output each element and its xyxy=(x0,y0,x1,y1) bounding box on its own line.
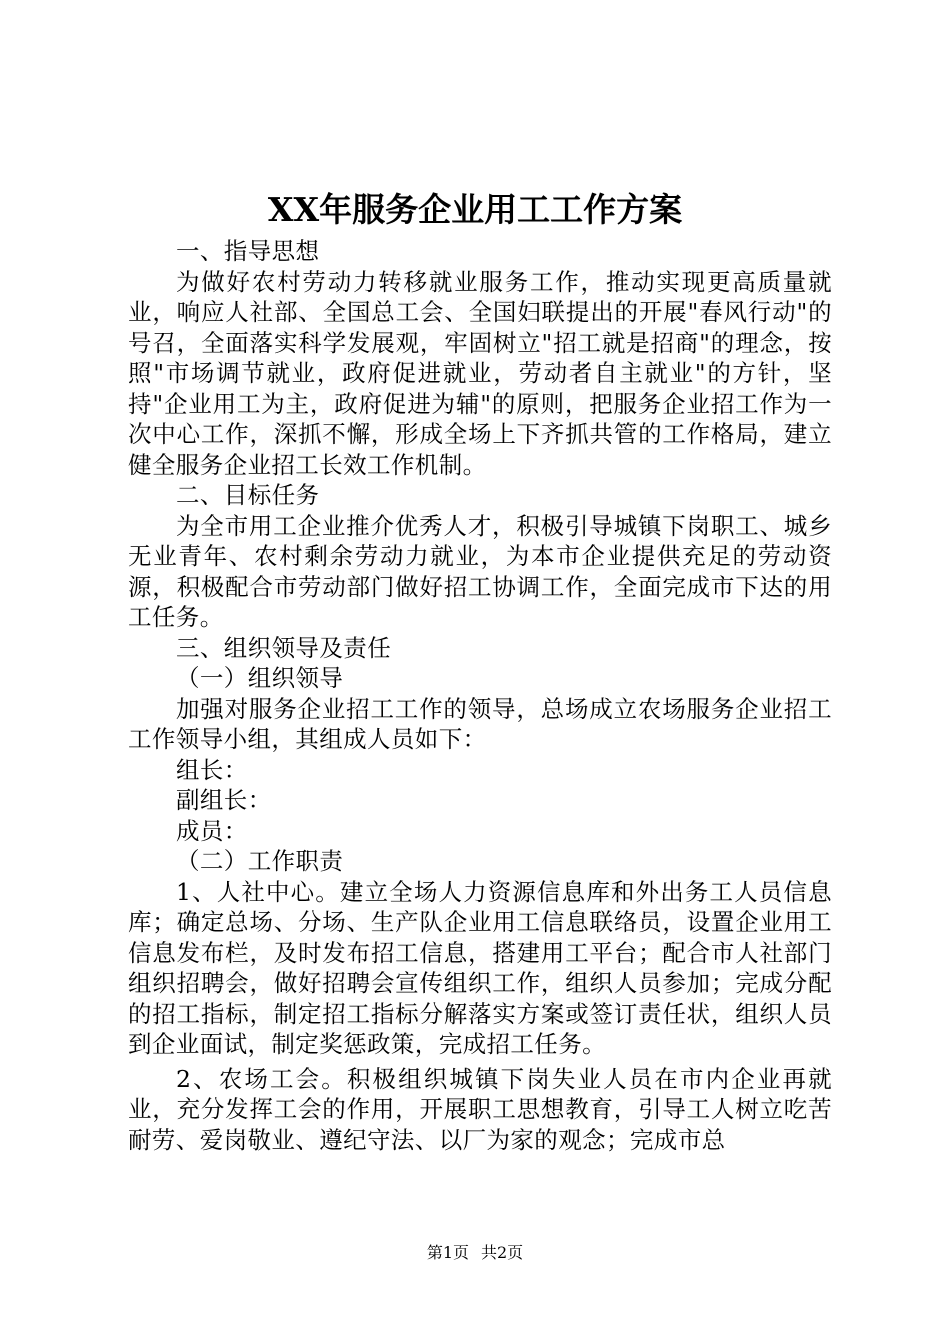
paragraph-goals: 为全市用工企业推介优秀人才，积极引导城镇下岗职工、城乡无业青年、农村剩余劳动力就业，为本市企业提供充足的劳动资源，积极配合市劳动部门做好招工协调工作，全面完成市下达的用工任务。 xyxy=(128,511,832,631)
field-deputy-leader: 副组长： xyxy=(176,786,272,814)
subsection-heading-leadership: （一）组织领导 xyxy=(176,664,344,692)
page-number-current: 第1页 xyxy=(426,1243,469,1262)
paragraph-leadership: 加强对服务企业招工工作的领导，总场成立农场服务企业招工工作领导小组，其组成人员如下： xyxy=(128,694,832,753)
page-footer xyxy=(0,1242,950,1264)
paragraph-guiding-ideology: 为做好农村劳动力转移就业服务工作，推动实现更高质量就业，响应人社部、全国总工会、全国妇联提出的开展"春风行动"的号召，全面落实科学发展观，牢固树立"招工就是招商"的理念，按照"市场调节就业，政府促进就业，劳动者自主就业"的方针，坚持"企业用工为主，政府促进为辅"的原则，把服务企业招工作为一次中心工作，深抓不懈，形成全场上下齐抓共管的工作格局，建立健全服务企业招工长效工作机制。 xyxy=(128,267,832,479)
page-number-total: 共2页 xyxy=(481,1243,524,1262)
section-heading-guiding-ideology: 一、指导思想 xyxy=(176,237,320,265)
document-body xyxy=(128,236,832,1155)
section-heading-goals: 二、目标任务 xyxy=(176,481,320,509)
section-heading-organization: 三、组织领导及责任 xyxy=(176,633,392,662)
field-group-leader: 组长： xyxy=(176,755,248,784)
field-members: 成员： xyxy=(176,816,248,845)
document-title: XX年服务企业用工工作方案 xyxy=(267,190,683,229)
paragraph-duty-hr-center: 1、人社中心。建立全场人力资源信息库和外出务工人员信息库；确定总场、分场、生产队企业用工信息联络员，设置企业用工信息发布栏，及时发布招工信息，搭建用工平台；配合市人社部门组织招聘会，做好招聘会宣传组织工作，组织人员参加；完成分配的招工指标，制定招工指标分解落实方案或签订责任状，组织人员到企业面试，制定奖惩政策，完成招工任务。 xyxy=(128,877,832,1058)
subsection-heading-duties: （二）工作职责 xyxy=(176,847,344,875)
paragraph-duty-farm-union: 2、农场工会。积极组织城镇下岗失业人员在市内企业再就业，充分发挥工会的作用，开展职工思想教育，引导工人树立吃苦耐劳、爱岗敬业、遵纪守法、以厂为家的观念；完成市总 xyxy=(128,1064,832,1154)
